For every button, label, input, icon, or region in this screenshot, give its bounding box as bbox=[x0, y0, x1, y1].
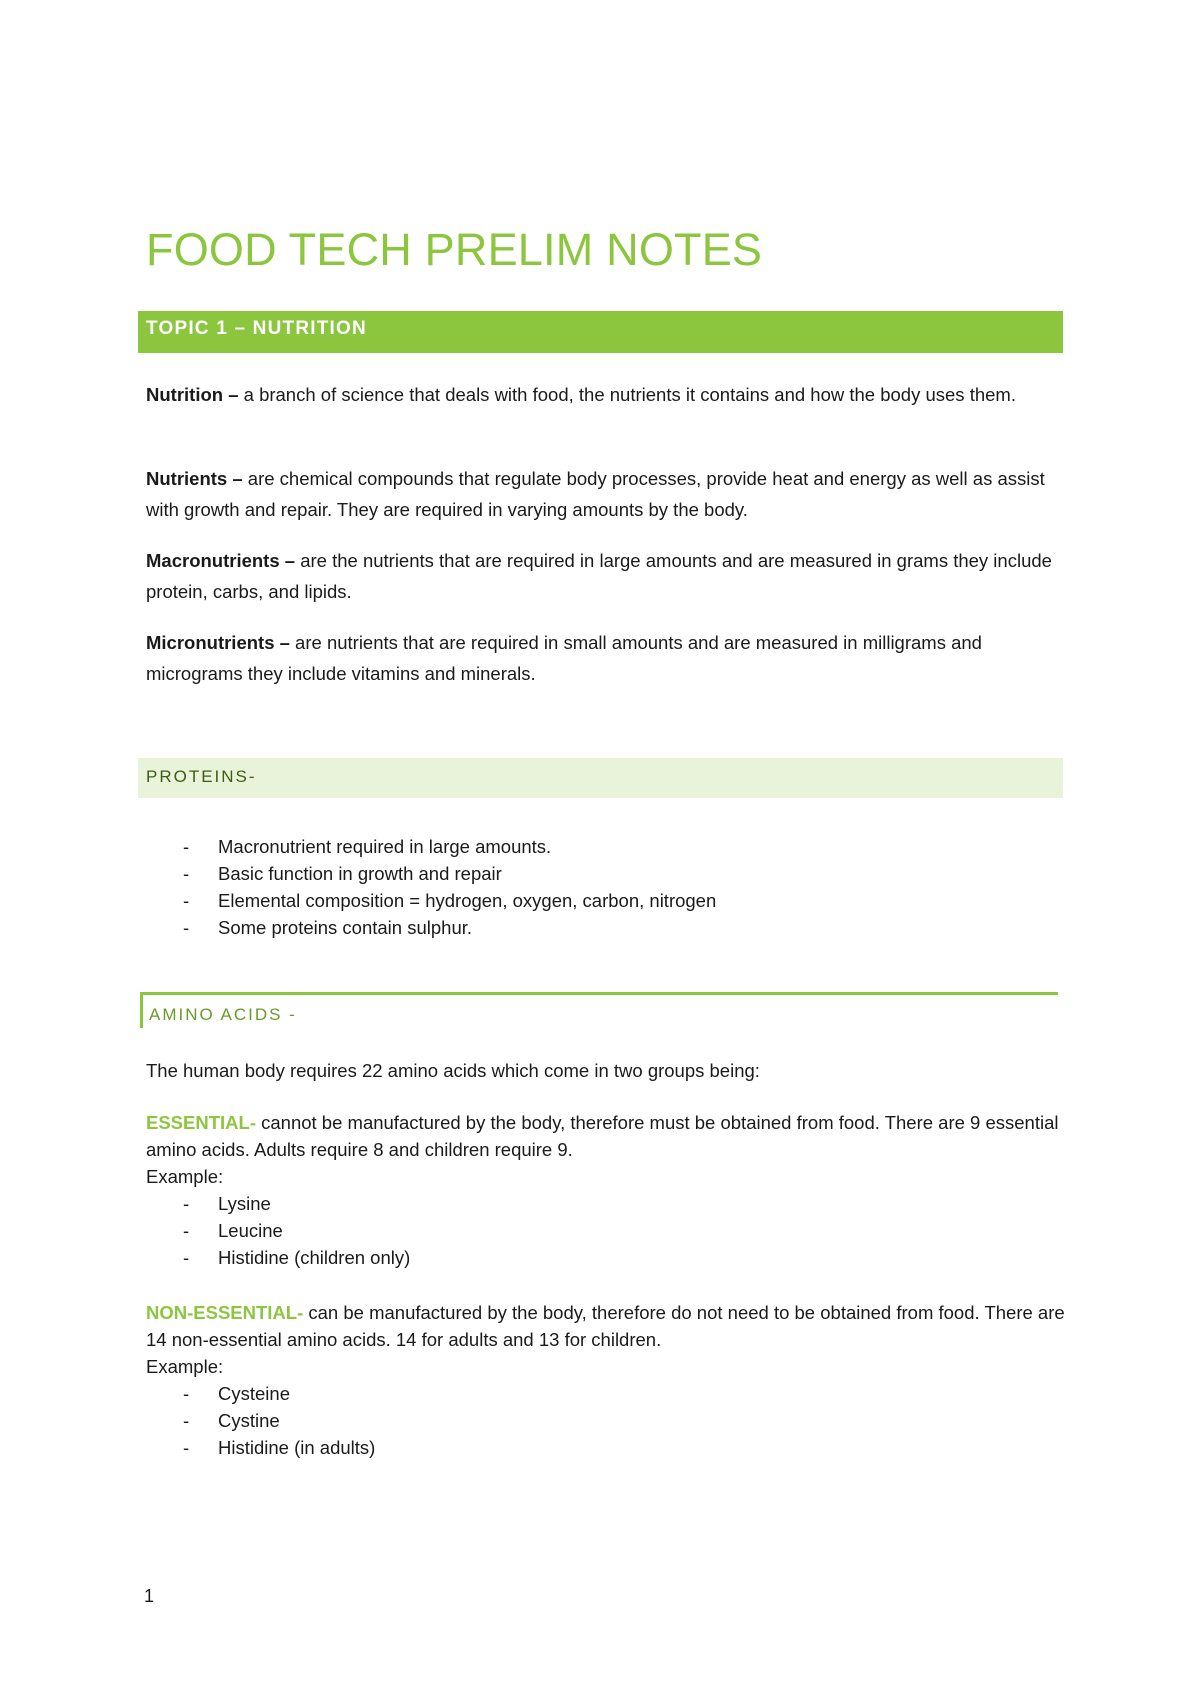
document-title: FOOD TECH PRELIM NOTES bbox=[146, 224, 763, 275]
proteins-heading: PROTEINS- bbox=[138, 758, 1063, 798]
definition-term: Nutrients – bbox=[146, 468, 243, 489]
amino-intro: The human body requires 22 amino acids which come in two groups being: bbox=[146, 1060, 760, 1081]
list-item bbox=[146, 887, 1046, 914]
bullet-dash: - bbox=[183, 1193, 190, 1214]
list-item-text: Lysine bbox=[218, 1193, 271, 1214]
essential-examples bbox=[146, 1190, 1046, 1271]
bullet-dash: - bbox=[183, 863, 190, 884]
definition-term: Micronutrients – bbox=[146, 632, 290, 653]
non-essential-label: NON-ESSENTIAL- bbox=[146, 1302, 304, 1323]
list-item-text: Elemental composition = hydrogen, oxygen, carbon, nitrogen bbox=[218, 890, 717, 911]
non-essential-examples bbox=[146, 1380, 1046, 1461]
essential-example-label: Example: bbox=[146, 1166, 224, 1187]
amino-acids-heading: AMINO ACIDS - bbox=[140, 992, 1058, 1028]
definition-text: a branch of science that deals with food, the nutrients it contains and how the body uses them. bbox=[238, 384, 1016, 405]
list-item-text: Cystine bbox=[218, 1410, 280, 1431]
list-item-text: Cysteine bbox=[218, 1383, 290, 1404]
definition-text: are chemical compounds that regulate body processes, provide heat and energy as well as assist with growth and repair. They are required in varying amounts by the body. bbox=[146, 468, 1045, 520]
page-number: 1 bbox=[144, 1586, 155, 1606]
definition-macronutrients bbox=[146, 545, 1061, 607]
definition-micronutrients bbox=[146, 627, 1061, 689]
bullet-dash: - bbox=[183, 1247, 190, 1268]
proteins-list bbox=[146, 833, 1046, 941]
list-item bbox=[146, 833, 1046, 860]
list-item bbox=[146, 1407, 1046, 1434]
non-essential-text: can be manufactured by the body, therefore do not need to be obtained from food. There are 14 non-essential amino acids. 14 for adults and 13 for children. bbox=[146, 1302, 1065, 1350]
definition-term: Nutrition – bbox=[146, 384, 239, 405]
essential-text: cannot be manufactured by the body, therefore must be obtained from food. There are 9 essential amino acids. Adults require 8 and children require 9. bbox=[146, 1112, 1059, 1160]
bullet-dash: - bbox=[183, 1437, 190, 1458]
definition-text: are nutrients that are required in small amounts and are measured in milligrams and micrograms they include vitamins and minerals. bbox=[146, 632, 982, 684]
list-item-text: Histidine (in adults) bbox=[218, 1437, 376, 1458]
bullet-dash: - bbox=[183, 1383, 190, 1404]
list-item-text: Basic function in growth and repair bbox=[218, 863, 502, 884]
list-item-text: Leucine bbox=[218, 1220, 283, 1241]
list-item bbox=[146, 860, 1046, 887]
essential-label: ESSENTIAL- bbox=[146, 1112, 256, 1133]
non-essential-paragraph bbox=[146, 1299, 1066, 1353]
bullet-dash: - bbox=[183, 836, 190, 857]
bullet-dash: - bbox=[183, 917, 190, 938]
topic-heading: TOPIC 1 – NUTRITION bbox=[138, 311, 1063, 353]
list-item bbox=[146, 1190, 1046, 1217]
list-item bbox=[146, 914, 1046, 941]
bullet-dash: - bbox=[183, 890, 190, 911]
list-item bbox=[146, 1244, 1046, 1271]
list-item bbox=[146, 1434, 1046, 1461]
bullet-dash: - bbox=[183, 1220, 190, 1241]
non-essential-example-label: Example: bbox=[146, 1356, 224, 1377]
list-item-text: Macronutrient required in large amounts. bbox=[218, 836, 552, 857]
definition-term: Macronutrients – bbox=[146, 550, 296, 571]
definition-text: are the nutrients that are required in large amounts and are measured in grams they include protein, carbs, and lipids. bbox=[146, 550, 1052, 602]
definition-nutrients bbox=[146, 463, 1061, 525]
list-item bbox=[146, 1380, 1046, 1407]
definition-nutrition bbox=[146, 379, 1061, 410]
list-item bbox=[146, 1217, 1046, 1244]
list-item-text: Some proteins contain sulphur. bbox=[218, 917, 473, 938]
bullet-dash: - bbox=[183, 1410, 190, 1431]
list-item-text: Histidine (children only) bbox=[218, 1247, 411, 1268]
essential-paragraph bbox=[146, 1109, 1066, 1163]
